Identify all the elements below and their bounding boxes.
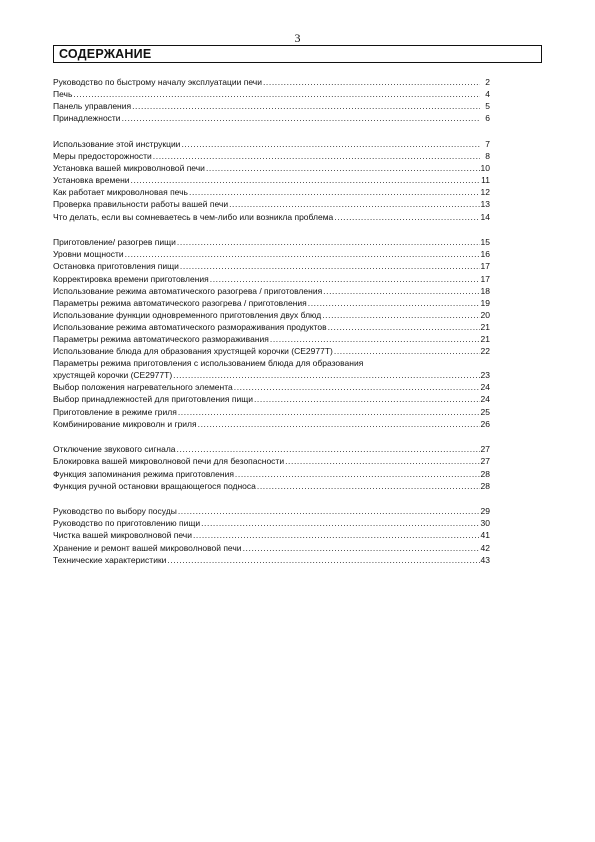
toc-entry-page-number: 30 [480,518,490,529]
toc-dot-leader [328,321,480,333]
toc-entry-page-number: 42 [480,542,490,553]
toc-dot-leader [308,297,480,309]
toc-entry-page-number: 26 [480,418,490,429]
toc-entry[interactable] [53,273,490,285]
toc-entry-page-number: 12 [480,187,490,198]
toc-entry-title: Использование этой инструкции [53,138,181,149]
toc-dot-leader [122,112,480,124]
toc-entry[interactable] [53,455,490,467]
toc-entry-page-number: 27 [480,456,490,467]
toc-dot-leader [243,542,480,554]
toc-group [53,443,490,491]
toc-entry[interactable] [53,162,490,174]
toc-entry-page-number: 10 [480,163,490,174]
toc-entry[interactable] [53,443,490,455]
toc-dot-leader [189,186,480,198]
toc-entry[interactable] [53,321,490,333]
toc-entry-page-number: 8 [485,151,490,162]
toc-entry-title: Функция ручной остановки вращающегося подноса [53,480,256,491]
toc-entry-page-number: 19 [480,297,490,308]
toc-entry[interactable] [53,174,490,186]
toc-entry[interactable] [53,345,490,357]
toc-entry-page-number: 22 [480,346,490,357]
toc-dot-leader [167,554,479,566]
toc-entry[interactable] [53,76,490,88]
toc-entry-page-number: 7 [485,138,490,149]
toc-dot-leader [177,236,480,248]
toc-entry-page-number: 15 [480,237,490,248]
toc-entry-page-number: 21 [480,321,490,332]
toc-entry-title: Принадлежности [53,113,121,124]
toc-entry[interactable] [53,138,490,150]
toc-entry-title: Комбинирование микроволн и гриля [53,418,197,429]
toc-entry-title: Установка времени [53,175,130,186]
toc-entry-title: Параметры режима автоматического размораживания [53,333,269,344]
toc-dot-leader [206,162,480,174]
toc-entry-page-number: 11 [481,175,490,186]
toc-entry-page-number: 16 [480,249,490,260]
toc-entry-page-number: 29 [480,506,490,517]
toc-dot-leader [257,480,480,492]
toc-entry-page-number: 23 [480,370,490,381]
toc-dot-leader [178,406,480,418]
toc-entry-title: Технические характеристики [53,554,167,565]
toc-entry-title: хрустящей корочки (CE2977T) [53,370,173,381]
toc-group [53,236,490,430]
toc-entry-title: Выбор принадлежностей для приготовления пищи [53,394,253,405]
toc-dot-leader [323,285,479,297]
toc-entry[interactable] [53,211,490,223]
toc-entry[interactable] [53,333,490,345]
toc-dot-leader [181,138,480,150]
toc-dot-leader [229,198,479,210]
toc-entry-title: Уровни мощности [53,249,124,260]
toc-entry-title: Как работает микроволновая печь [53,187,188,198]
toc-entry-title: Приготовление/ разогрев пищи [53,237,176,248]
toc-group [53,138,490,223]
toc-entry-title: Использование блюда для образования хрустящей корочки (CE2977T) [53,346,333,357]
toc-dot-leader [73,88,480,100]
toc-entry-page-number: 20 [480,309,490,320]
toc-entry-title: Отключение звукового сигнала [53,444,176,455]
toc-entry-title: Что делать, если вы сомневаетесь в чем-либо или возникла проблема [53,211,334,222]
toc-entry-title: Параметры режима приготовления с использованием блюда для образования [53,358,364,369]
toc-entry-title: Приготовление в режиме гриля [53,406,177,417]
toc-entry-title: Проверка правильности работы вашей печи [53,199,229,210]
toc-dot-leader [178,505,480,517]
toc-entry-title: Панель управления [53,101,132,112]
toc-entry-page-number: 14 [480,211,490,222]
toc-entry-title: Меры предосторожности [53,151,152,162]
toc-entry[interactable] [53,369,490,381]
toc-entry[interactable] [53,248,490,260]
toc-dot-leader [131,174,480,186]
toc-dot-leader [334,345,480,357]
toc-dot-leader [125,248,480,260]
toc-dot-leader [263,76,480,88]
toc-entry-page-number: 24 [480,382,490,393]
toc-entry-title: Руководство по выбору посуды [53,506,177,517]
toc-entry-title: Блокировка вашей микроволновой печи для безопасности [53,456,285,467]
toc-group [53,505,490,565]
toc-entry-page-number: 6 [485,113,490,124]
toc-entry[interactable] [53,393,490,405]
toc-entry[interactable] [53,150,490,162]
toc-dot-leader [180,260,480,272]
toc-entry-title: Остановка приготовления пищи [53,261,179,272]
page-number: 3 [294,31,301,45]
toc-dot-leader [177,443,480,455]
toc-dot-leader [210,273,480,285]
toc-dot-leader [132,100,480,112]
toc-entry[interactable] [53,418,490,430]
toc-entry[interactable] [53,297,490,309]
toc-entry-page-number: 41 [480,530,490,541]
toc-entry[interactable] [53,357,490,369]
toc-group [53,76,490,124]
toc-entry-title: Корректировка времени приготовления [53,273,209,284]
toc-entry-title: Чистка вашей микроволновой печи [53,530,192,541]
toc-entry-title: Функция запоминания режима приготовления [53,468,234,479]
toc-entry[interactable] [53,186,490,198]
toc-entry-page-number: 17 [480,261,490,272]
toc-entry-page-number: 24 [480,394,490,405]
toc-entry-title: Использование режима автоматического размораживания продуктов [53,321,327,332]
toc-entry[interactable] [53,406,490,418]
toc-entry[interactable] [53,198,490,210]
toc-entry[interactable] [53,468,490,480]
toc-entry[interactable] [53,285,490,297]
toc-dot-leader [173,369,479,381]
toc-entry[interactable] [53,100,490,112]
toc-entry-title: Использование режима автоматического разогрева / приготовления [53,285,323,296]
toc-entry[interactable] [53,260,490,272]
toc-dot-leader [193,529,480,541]
toc-entry-page-number: 27 [480,444,490,455]
toc-entry-page-number: 21 [480,333,490,344]
toc-entry-page-number: 17 [480,273,490,284]
toc-entry-page-number: 2 [485,77,490,87]
toc-entry-page-number: 5 [485,101,490,112]
toc-entry-title: Использование функции одновременного приготовления двух блюд [53,309,322,320]
toc-entry[interactable] [53,88,490,100]
toc-entry-title: Параметры режима автоматического разогрева / приготовления [53,297,307,308]
toc-entry[interactable] [53,517,490,529]
toc-entry[interactable] [53,542,490,554]
toc-entry[interactable] [53,236,490,248]
toc-dot-leader [153,150,480,162]
toc-entry[interactable] [53,505,490,517]
toc-entry-page-number: 13 [480,199,490,210]
toc-dot-leader [235,468,480,480]
toc-entry[interactable] [53,381,490,393]
toc-entry-title: Руководство по приготовлению пищи [53,518,201,529]
toc-dot-leader [322,309,479,321]
toc-dot-leader [285,455,479,467]
toc-entry[interactable] [53,480,490,492]
toc-dot-leader [201,517,479,529]
toc-dot-leader [254,393,480,405]
toc-entry[interactable] [53,554,490,566]
toc-entry-page-number: 25 [480,406,490,417]
toc-entry-page-number: 28 [480,468,490,479]
toc-entry-page-number: 28 [480,480,490,491]
table-of-contents [53,76,490,579]
toc-entry-title: Руководство по быстрому началу эксплуатации печи [53,77,262,87]
toc-entry[interactable] [53,309,490,321]
toc-entry-title: Установка вашей микроволновой печи [53,163,205,174]
toc-entry-title: Хранение и ремонт вашей микроволновой печи [53,542,242,553]
toc-entry-title: Печь [53,89,73,100]
toc-entry-title: Выбор положения нагревательного элемента [53,382,233,393]
toc-dot-leader [234,381,480,393]
toc-dot-leader [198,418,480,430]
toc-entry-page-number: 18 [480,285,490,296]
toc-entry-page-number: 43 [480,554,490,565]
toc-dot-leader [334,211,479,223]
toc-entry[interactable] [53,112,490,124]
page-title: СОДЕРЖАНИЕ [53,45,542,63]
toc-dot-leader [270,333,480,345]
toc-entry[interactable] [53,529,490,541]
toc-entry-page-number: 4 [485,89,490,100]
